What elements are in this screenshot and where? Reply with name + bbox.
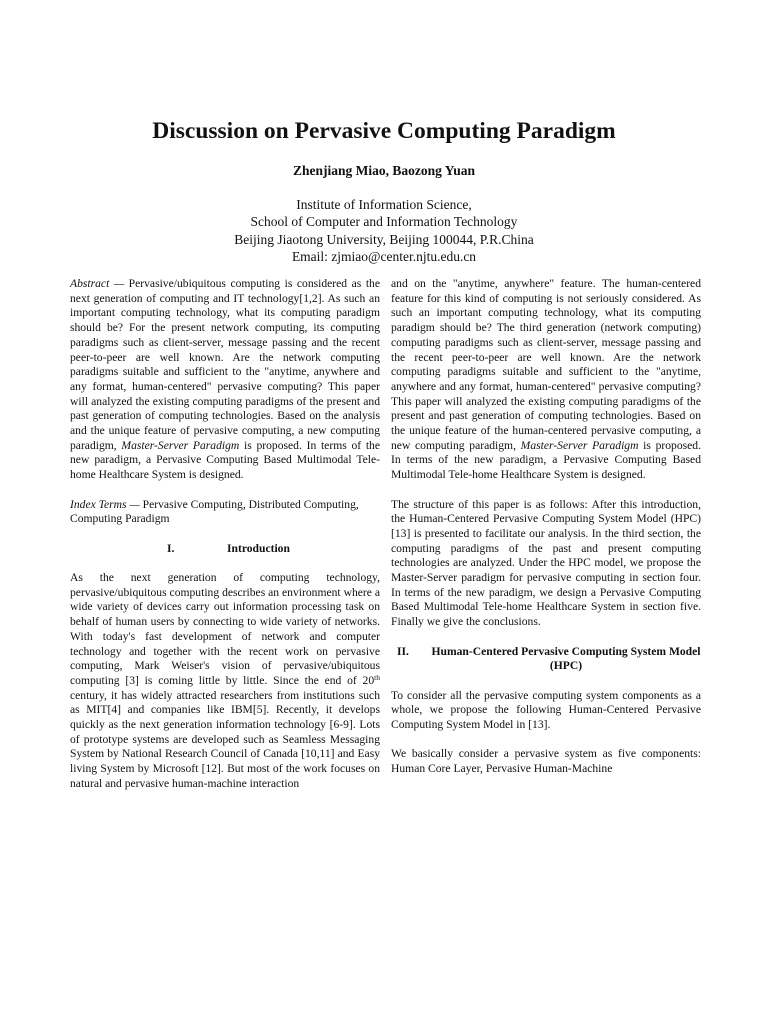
index-terms-label: Index Terms — — [70, 497, 140, 511]
introduction-paragraph-continued — [391, 277, 701, 483]
introduction-text-end: century, it has widely attracted researchers from institutions such as MIT[4] and companies like IBM[5]. Recently, it develops quickly as the next generation information technology [6-9]. Lots of prototype systems are developed such as Seamless Messaging System by National Research Council of Canada [10,11] and Easy living System by Microsoft [12]. But most of the work focuses on natural and pervasive human-machine interaction — [70, 688, 380, 790]
paper-authors: Zhenjiang Miao, Baozong Yuan — [292, 163, 476, 178]
affiliation-line: Beijing Jiaotong University, Beijing 100044, P.R.China — [234, 231, 534, 247]
abstract-text: Pervasive/ubiquitous computing is considered as the next generation of computing and IT technology[1,2]. As such an important computing technology, what its computing paradigm should be? For the present network computing, its computing paradigms such as client-server, message passing and the recent peer-to-peer are well known. Are the network computing paradigms suitable and sufficient to the "anytime, anywhere and any format, human-centered" pervasive computing? This paper will analyzed the existing computing paradigms of the present and past generation of computing technologies. Based on the analysis and the unique feature of pervasive computing, a new computing paradigm, — [70, 277, 380, 452]
section-heading-hpc — [391, 645, 701, 674]
paradigm-emphasis: Master-Server Paradigm — [520, 438, 639, 452]
index-terms — [70, 498, 380, 527]
index-terms-text: Pervasive Computing, Distributed Computing, Computing Paradigm — [70, 497, 359, 526]
section-number: II. — [397, 644, 409, 658]
section-title: Human-Centered Pervasive Computing System Model (HPC) — [431, 644, 701, 673]
affiliation-line: Institute of Information Science, — [296, 197, 472, 212]
left-column — [70, 277, 380, 806]
paper-title: Discussion on Pervasive Computing Paradigm — [152, 118, 616, 144]
introduction-text: As the next generation of computing technology, pervasive/ubiquitous computing describes an environment where a wide variety of devices carry out information processing task on behalf of human users by connecting to wide variety of networks. With today's fast development of network and computer technology and together with the recent work on pervasive computing, Mark Weiser's vision of pervasive/ubiquitous computing [3] is coming little by little. Since the end of 20 — [70, 571, 380, 687]
section-heading-introduction — [70, 542, 380, 557]
abstract — [70, 277, 380, 483]
hpc-paragraph: To consider all the pervasive computing system components as a whole, we propose the following Human-Centered Pervasive Computing System Model in [13]. — [391, 688, 701, 732]
right-column — [391, 277, 701, 792]
introduction-text: and on the "anytime, anywhere" feature. The human-centered feature for this kind of computing is not seriously considered. As such an important computing technology, what its computing paradigm should be? The third generation (network computing) computing paradigms such as client-server, message passing and the recent peer-to-peer are well known. Are the network computing paradigms suitable and sufficient to the "anytime, anywhere and any format, human-centered" pervasive computing? This paper will analyzed the existing computing paradigms of the present and past generation of computing technologies. Based on the unique feature of the human-centered pervasive computing, a new computing paradigm, — [391, 277, 701, 452]
paper-structure-paragraph: The structure of this paper is as follows: After this introduction, the Human-Centered Pervasive Computing System Model (HPC) [13] is presented to facilitate our analysis. In the third section, the computing paradigms of the past and present computing technologies are analyzed. Under the HPC model, we propose the Master-Server paradigm for pervasive computing in section four. In terms of the new paradigm, we design a Pervasive Computing Based Multimodal Tele-home Healthcare System in section five. Finally we give the conclusions. — [391, 497, 701, 629]
author-email: Email: zjmiao@center.njtu.edu.cn — [291, 248, 477, 264]
abstract-text-end: is proposed. In terms of the new paradigm, a Pervasive Computing Based Multimodal Tele-home Healthcare System is designed. — [70, 438, 380, 482]
affiliation-line: School of Computer and Information Technology — [250, 214, 518, 230]
abstract-emphasis: Master-Server Paradigm — [121, 438, 240, 452]
introduction-paragraph — [70, 571, 380, 792]
superscript: th — [374, 672, 380, 682]
abstract-label: Abstract — — [70, 277, 125, 290]
hpc-components-paragraph: We basically consider a pervasive system as five components: Human Core Layer, Pervasive Human-Machine — [391, 747, 701, 776]
affiliation-block — [0, 196, 768, 265]
section-title: Introduction — [227, 541, 290, 555]
introduction-text-end: is proposed. In terms of the new paradigm, a Pervasive Computing Based Multimodal Tele-home Healthcare System is designed. — [391, 438, 701, 482]
section-number: I. — [167, 541, 175, 555]
